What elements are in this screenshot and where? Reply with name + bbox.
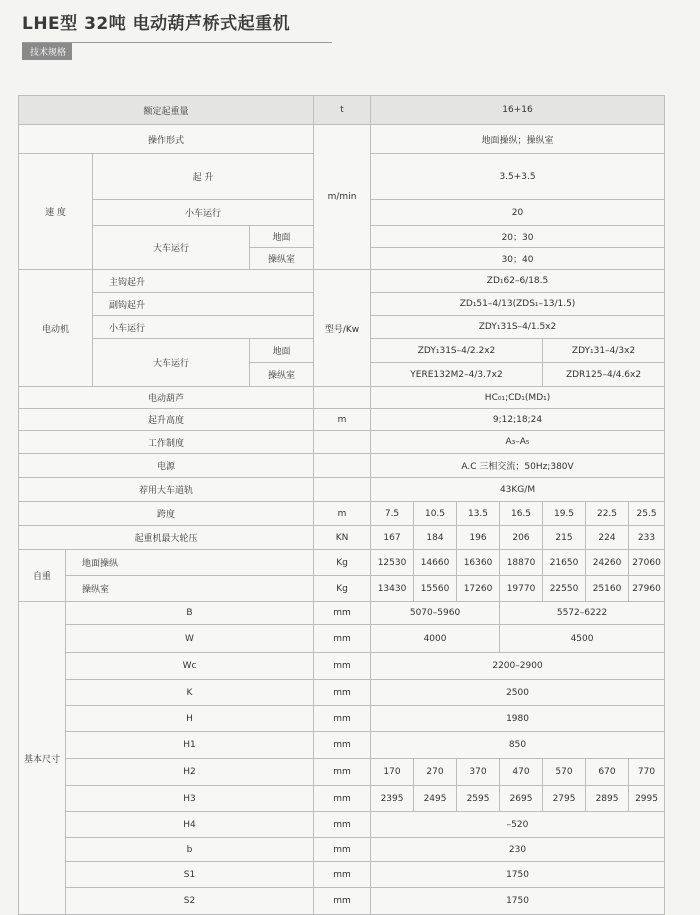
label-speed-trolley: 小车运行 — [93, 200, 314, 226]
value-dim-H2: 270 — [414, 759, 457, 786]
value-hoist: HC₀₁;CD₁(MD₁) — [371, 387, 665, 409]
row-dim-b — [19, 838, 665, 862]
unit-dim-K: mm — [314, 680, 371, 706]
row-dim-H3 — [19, 786, 665, 812]
value-span: 22.5 — [586, 502, 629, 526]
value-speed-trolley: 20 — [371, 200, 665, 226]
label-dims: 基本尺寸 — [19, 602, 66, 915]
unit-dim-H1: mm — [314, 732, 371, 759]
row-dim-S1 — [19, 862, 665, 888]
value-dim-H2: 470 — [500, 759, 543, 786]
label-dim-H2: H2 — [66, 759, 314, 786]
row-dim-S2 — [19, 888, 665, 915]
value-weight-ground: 16360 — [457, 550, 500, 576]
row-dim-Wc — [19, 653, 665, 680]
value-dim-H3: 2395 — [371, 786, 414, 812]
value-wheel-load: 184 — [414, 526, 457, 550]
value-weight-cab: 19770 — [500, 576, 543, 602]
value-capacity: 16+16 — [371, 96, 665, 125]
label-weight-ground: 地面操纵 — [66, 550, 314, 576]
value-weight-cab: 15560 — [414, 576, 457, 602]
unit-dim-W: mm — [314, 625, 371, 653]
value-weight-ground: 21650 — [543, 550, 586, 576]
label-duty: 工作制度 — [19, 431, 314, 454]
value-span: 7.5 — [371, 502, 414, 526]
label-dim-B: B — [66, 602, 314, 625]
value-speed-crane-ground: 20；30 — [371, 226, 665, 248]
label-power: 电源 — [19, 454, 314, 478]
value-dim-H2: 370 — [457, 759, 500, 786]
value-wheel-load: 233 — [629, 526, 665, 550]
unit-wheel-load: KN — [314, 526, 371, 550]
unit-dim-S1: mm — [314, 862, 371, 888]
label-span: 跨度 — [19, 502, 314, 526]
unit-dim-H2: mm — [314, 759, 371, 786]
label-speed-crane: 大车运行 — [93, 226, 250, 270]
label-lift-height: 起升高度 — [19, 409, 314, 431]
label-speed: 速 度 — [19, 154, 93, 270]
unit-weight-ground: Kg — [314, 550, 371, 576]
unit-motor: 型号/Kw — [314, 270, 371, 387]
value-motor-main: ZD₁62–6/18.5 — [371, 270, 665, 293]
unit-duty — [314, 431, 371, 454]
value-motor-crane-cab-a: YERE132M2–4/3.7x2 — [371, 363, 543, 387]
value-wheel-load: 206 — [500, 526, 543, 550]
label-speed-hoist: 起 升 — [93, 154, 314, 200]
value-wheel-load: 215 — [543, 526, 586, 550]
unit-dim-H4: mm — [314, 812, 371, 838]
value-dim-Wc: 2200–2900 — [371, 653, 665, 680]
value-weight-ground: 18870 — [500, 550, 543, 576]
value-dim-H3: 2495 — [414, 786, 457, 812]
value-dim-H3: 2995 — [629, 786, 665, 812]
unit-speed: m/min — [314, 125, 371, 270]
value-dim-H2: 670 — [586, 759, 629, 786]
unit-dim-H: mm — [314, 706, 371, 732]
value-weight-cab: 13430 — [371, 576, 414, 602]
unit-hoist — [314, 387, 371, 409]
value-speed-hoist: 3.5+3.5 — [371, 154, 665, 200]
label-dim-S2: S2 — [66, 888, 314, 915]
label-dim-K: K — [66, 680, 314, 706]
row-dim-H2 — [19, 759, 665, 786]
label-motor-trolley: 小车运行 — [93, 316, 314, 339]
label-dim-b: b — [66, 838, 314, 862]
value-dim-K: 2500 — [371, 680, 665, 706]
value-dim-H2: 770 — [629, 759, 665, 786]
unit-dim-b: mm — [314, 838, 371, 862]
value-dim-S1: 1750 — [371, 862, 665, 888]
value-power: A.C 三相交流；50Hz;380V — [371, 454, 665, 478]
page-title: LHE型 32吨 电动葫芦桥式起重机 — [22, 14, 291, 34]
row-dim-H1 — [19, 732, 665, 759]
row-span — [19, 502, 665, 526]
row-weight-cab — [19, 576, 665, 602]
value-wheel-load: 196 — [457, 526, 500, 550]
value-lift-height: 9;12;18;24 — [371, 409, 665, 431]
label-dim-H1: H1 — [66, 732, 314, 759]
value-dim-H2: 570 — [543, 759, 586, 786]
row-wheel-load — [19, 526, 665, 550]
value-dim-H1: 850 — [371, 732, 665, 759]
row-lift-height — [19, 409, 665, 431]
label-hoist: 电动葫芦 — [19, 387, 314, 409]
label-motor-crane-cab: 操纵室 — [250, 363, 314, 387]
value-dim-H2: 170 — [371, 759, 414, 786]
value-speed-crane-cab: 30；40 — [371, 248, 665, 270]
row-motor-main — [19, 270, 665, 293]
value-dim-B-b: 5572–6222 — [500, 602, 665, 625]
value-span: 10.5 — [414, 502, 457, 526]
unit-dim-H3: mm — [314, 786, 371, 812]
value-dim-H3: 2895 — [586, 786, 629, 812]
value-weight-ground: 24260 — [586, 550, 629, 576]
spec-table — [18, 95, 665, 915]
row-rail — [19, 478, 665, 502]
label-motor-main: 主钩起升 — [93, 270, 314, 293]
row-weight-ground — [19, 550, 665, 576]
row-dim-W — [19, 625, 665, 653]
row-hoist — [19, 387, 665, 409]
value-weight-ground: 12530 — [371, 550, 414, 576]
label-motor-crane: 大车运行 — [93, 339, 250, 387]
value-weight-ground: 14660 — [414, 550, 457, 576]
label-capacity: 额定起重量 — [19, 96, 314, 125]
label-dim-S1: S1 — [66, 862, 314, 888]
value-wheel-load: 167 — [371, 526, 414, 550]
label-dim-H3: H3 — [66, 786, 314, 812]
value-motor-trolley: ZDY₁31S–4/1.5x2 — [371, 316, 665, 339]
label-speed-crane-cab: 操纵室 — [250, 248, 314, 270]
value-motor-crane-cab-b: ZDR125–4/4.6x2 — [543, 363, 665, 387]
value-operation: 地面操纵；操纵室 — [371, 125, 665, 154]
value-motor-crane-ground-a: ZDY₁31S–4/2.2x2 — [371, 339, 543, 363]
value-dim-S2: 1750 — [371, 888, 665, 915]
row-operation — [19, 125, 665, 154]
row-capacity — [19, 96, 665, 125]
value-span: 13.5 — [457, 502, 500, 526]
section-tag: 技术规格 — [22, 43, 72, 60]
value-weight-cab: 22550 — [543, 576, 586, 602]
value-weight-ground: 27060 — [629, 550, 665, 576]
value-span: 16.5 — [500, 502, 543, 526]
value-dim-b: 230 — [371, 838, 665, 862]
unit-span: m — [314, 502, 371, 526]
label-dim-H4: H4 — [66, 812, 314, 838]
value-span: 19.5 — [543, 502, 586, 526]
row-power — [19, 454, 665, 478]
unit-dim-Wc: mm — [314, 653, 371, 680]
value-weight-cab: 27960 — [629, 576, 665, 602]
label-rail: 荐用大车道轨 — [19, 478, 314, 502]
row-dim-K — [19, 680, 665, 706]
label-dim-W: W — [66, 625, 314, 653]
unit-weight-cab: Kg — [314, 576, 371, 602]
unit-dim-B: mm — [314, 602, 371, 625]
value-weight-cab: 25160 — [586, 576, 629, 602]
value-dim-W-a: 4000 — [371, 625, 500, 653]
unit-rail — [314, 478, 371, 502]
value-weight-cab: 17260 — [457, 576, 500, 602]
value-duty: A₃–A₅ — [371, 431, 665, 454]
value-dim-H3: 2595 — [457, 786, 500, 812]
value-span: 25.5 — [629, 502, 665, 526]
label-wheel-load: 起重机最大轮压 — [19, 526, 314, 550]
value-rail: 43KG/M — [371, 478, 665, 502]
label-dim-Wc: Wc — [66, 653, 314, 680]
value-dim-H4: –520 — [371, 812, 665, 838]
value-dim-H3: 2795 — [543, 786, 586, 812]
label-operation: 操作形式 — [19, 125, 314, 154]
label-speed-crane-ground: 地面 — [250, 226, 314, 248]
row-duty — [19, 431, 665, 454]
label-motor-aux: 副钩起升 — [93, 293, 314, 316]
value-motor-crane-ground-b: ZDY₁31–4/3x2 — [543, 339, 665, 363]
value-dim-B-a: 5070–5960 — [371, 602, 500, 625]
unit-power — [314, 454, 371, 478]
row-dim-H4 — [19, 812, 665, 838]
label-motor: 电动机 — [19, 270, 93, 387]
value-dim-H3: 2695 — [500, 786, 543, 812]
label-motor-crane-ground: 地面 — [250, 339, 314, 363]
value-wheel-load: 224 — [586, 526, 629, 550]
label-weight-cab: 操纵室 — [66, 576, 314, 602]
row-dim-H — [19, 706, 665, 732]
row-dim-B — [19, 602, 665, 625]
label-dim-H: H — [66, 706, 314, 732]
unit-capacity: t — [314, 96, 371, 125]
label-weight: 自重 — [19, 550, 66, 602]
unit-dim-S2: mm — [314, 888, 371, 915]
value-motor-aux: ZD₁51–4/13(ZDS₁–13/1.5) — [371, 293, 665, 316]
value-dim-W-b: 4500 — [500, 625, 665, 653]
value-dim-H: 1980 — [371, 706, 665, 732]
unit-lift-height: m — [314, 409, 371, 431]
